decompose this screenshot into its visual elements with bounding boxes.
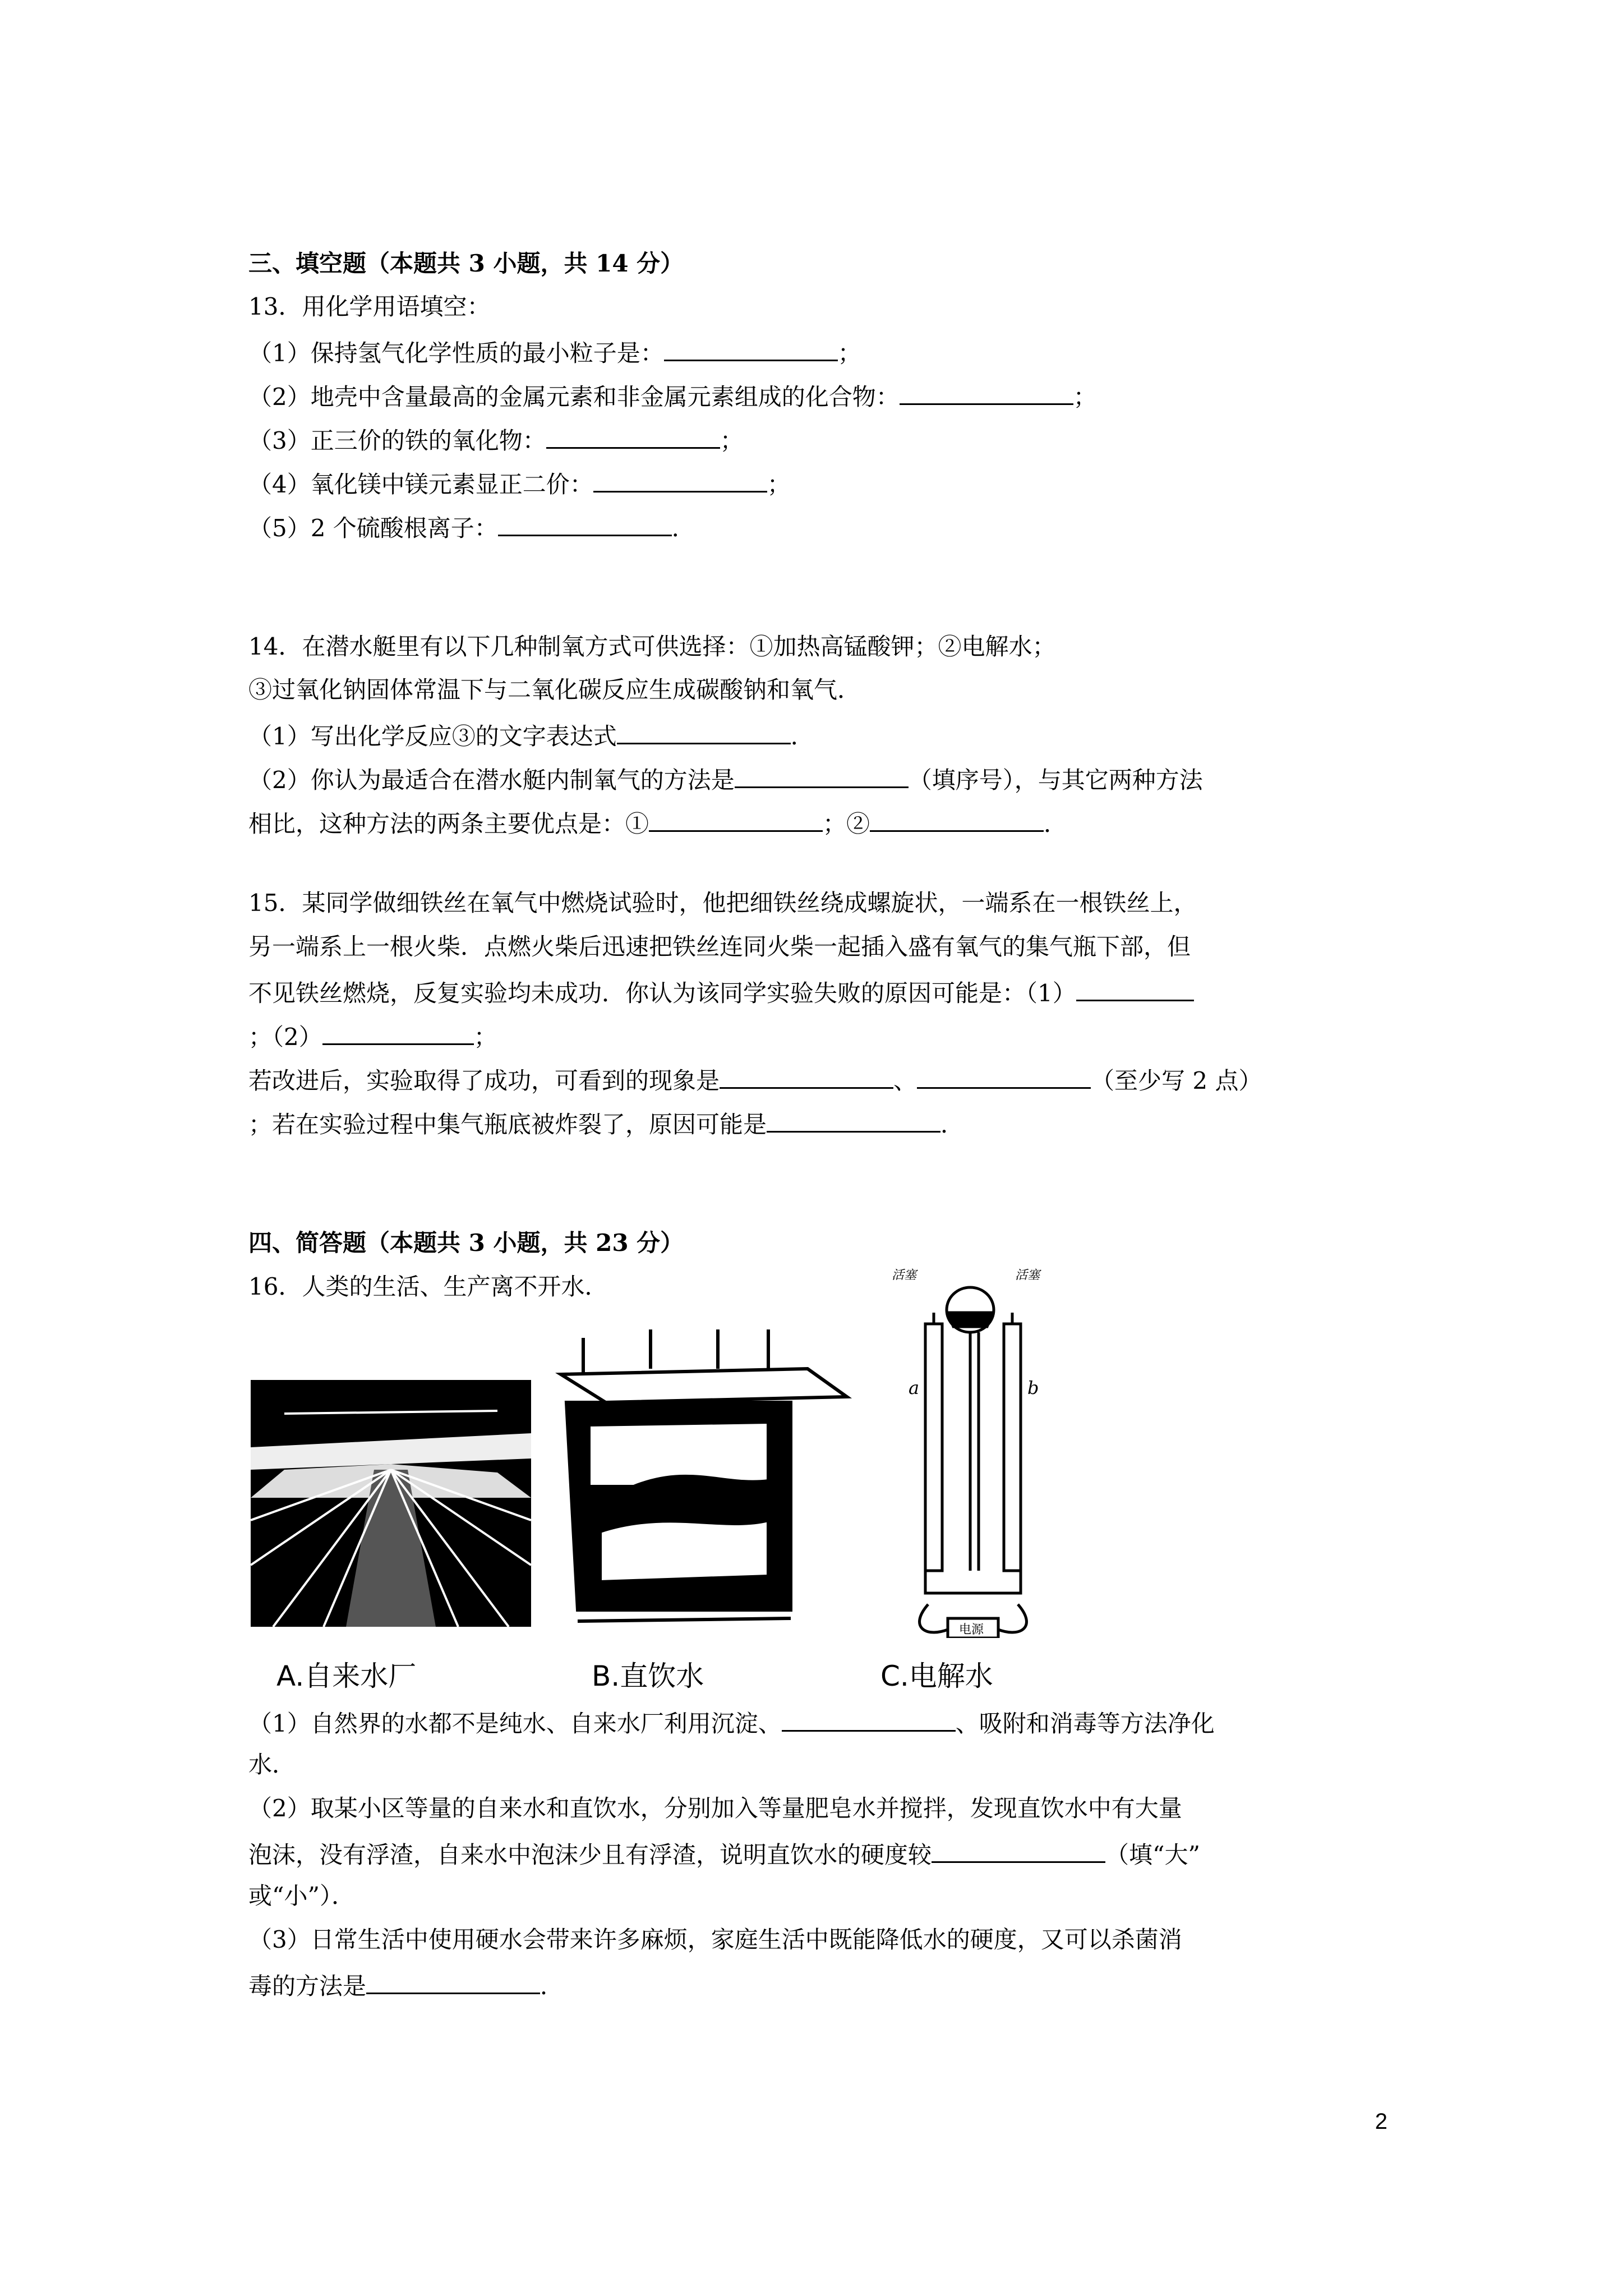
q15-line3-text: 不见铁丝燃烧，反复实验均未成功．你认为该同学实验失败的原因可能是：（1） bbox=[248, 979, 1076, 1007]
q15-line5 bbox=[248, 1061, 1262, 1098]
q13-part5-end: ． bbox=[671, 514, 695, 542]
answer-blank[interactable] bbox=[782, 1704, 956, 1732]
q13-part2-end: ； bbox=[1073, 383, 1097, 411]
answer-blank[interactable] bbox=[664, 334, 838, 361]
q15-line6-end: ． bbox=[940, 1111, 965, 1138]
q14-part2-cont-text: 相比，这种方法的两条主要优点是：① bbox=[248, 810, 649, 838]
q14-part1-end: ． bbox=[790, 723, 814, 750]
svg-text:活塞: 活塞 bbox=[1015, 1268, 1040, 1282]
q16-part2-end: 或“小”）． bbox=[248, 1882, 355, 1910]
answer-blank[interactable] bbox=[932, 1835, 1105, 1863]
q16-part3-end: ． bbox=[540, 1972, 564, 2000]
section3-heading: 三、填空题（本题共 3 小题，共 14 分） bbox=[248, 250, 684, 277]
q16-part1-cont: 水． bbox=[248, 1751, 296, 1778]
caption-c: C.电解水 bbox=[880, 1660, 993, 1692]
q14-part2-tail: （填序号），与其它两种方法 bbox=[908, 766, 1203, 794]
q15-line5-end: （至少写 2 点） bbox=[1091, 1067, 1262, 1094]
caption-a: A.自来水厂 bbox=[276, 1660, 417, 1692]
q13-part5-text: （5）2 个硫酸根离子： bbox=[248, 514, 498, 542]
answer-blank[interactable] bbox=[720, 1061, 893, 1089]
caption-b: B.直饮水 bbox=[592, 1660, 704, 1692]
q16-part1 bbox=[248, 1704, 1215, 1741]
q13-part4-end: ； bbox=[767, 471, 791, 498]
electrode-label-a: a bbox=[909, 1377, 920, 1398]
q13-part5 bbox=[248, 509, 695, 545]
q13-part3-text: （3）正三价的铁的氧化物： bbox=[248, 427, 546, 454]
answer-blank[interactable] bbox=[322, 1018, 474, 1045]
section4-heading: 四、简答题（本题共 3 小题，共 23 分） bbox=[248, 1229, 684, 1257]
q14-line1: 14．在潜水艇里有以下几种制氧方式可供选择：①加热高锰酸钾；②电解水； bbox=[248, 633, 1056, 660]
answer-blank[interactable] bbox=[498, 509, 672, 536]
figure-waterworks bbox=[251, 1380, 531, 1627]
q16-part3-text: 毒的方法是 bbox=[248, 1972, 367, 2000]
q14-part2-text: （2）你认为最适合在潜水艇内制氧气的方法是 bbox=[248, 766, 735, 794]
q16-part1-text: （1）自然界的水都不是纯水、自来水厂利用沉淀、 bbox=[248, 1710, 782, 1737]
answer-blank[interactable] bbox=[870, 804, 1044, 832]
figure-dispenser bbox=[555, 1318, 852, 1632]
q16-part2: （2）取某小区等量的自来水和直饮水，分别加入等量肥皂水并搅拌，发现直饮水中有大量 bbox=[248, 1795, 1182, 1822]
q15-line4-text: ；（2） bbox=[248, 1023, 322, 1051]
q16-part3-cont bbox=[248, 1967, 564, 2003]
q15-line5-sep: 、 bbox=[893, 1067, 917, 1094]
q14-part2-end: ． bbox=[1044, 810, 1068, 838]
q15-line4-end: ； bbox=[473, 1023, 497, 1051]
q13-part1 bbox=[248, 334, 861, 370]
q16-part1-tail: 、吸附和消毒等方法净化 bbox=[955, 1710, 1215, 1737]
answer-blank[interactable] bbox=[366, 1967, 540, 1994]
q16-part2-cont bbox=[248, 1835, 1200, 1872]
q14-part2-sep: ；② bbox=[823, 810, 870, 838]
q15-line3 bbox=[248, 974, 1194, 1010]
q14-line2: ③过氧化钠固体常温下与二氧化碳反应生成碳酸钠和氧气． bbox=[248, 676, 861, 703]
q15-line2: 另一端系上一根火柴．点燃火柴后迅速把铁丝连同火柴一起插入盛有氧气的集气瓶下部，但 bbox=[248, 933, 1191, 960]
q14-part2 bbox=[248, 761, 1203, 797]
answer-blank[interactable] bbox=[735, 761, 909, 788]
answer-blank[interactable] bbox=[767, 1105, 940, 1133]
answer-blank[interactable] bbox=[1076, 974, 1194, 1001]
q15-line1: 15．某同学做细铁丝在氧气中燃烧试验时，他把细铁丝绕成螺旋状，一端系在一根铁丝上， bbox=[248, 889, 1197, 917]
answer-blank[interactable] bbox=[900, 378, 1073, 405]
answer-blank[interactable] bbox=[649, 804, 823, 832]
q15-line6-text: ；若在实验过程中集气瓶底被炸裂了，原因可能是 bbox=[248, 1111, 767, 1138]
svg-text:活塞: 活塞 bbox=[892, 1268, 917, 1282]
q13-part1-end: ； bbox=[837, 339, 861, 367]
q16-part3: （3）日常生活中使用硬水会带来许多麻烦，家庭生活中既能降低水的硬度，又可以杀菌消 bbox=[248, 1926, 1182, 1953]
q15-line4 bbox=[248, 1018, 497, 1054]
q14-part1-text: （1）写出化学反应③的文字表达式 bbox=[248, 723, 617, 750]
answer-blank[interactable] bbox=[617, 717, 791, 744]
page-number: 2 bbox=[1375, 2109, 1387, 2134]
q16-part2-tail: （填“大” bbox=[1105, 1841, 1200, 1869]
q13-stem: 13．用化学用语填空： bbox=[248, 293, 491, 320]
q13-part2-text: （2）地壳中含量最高的金属元素和非金属元素组成的化合物： bbox=[248, 383, 900, 411]
q15-line6 bbox=[248, 1105, 964, 1142]
answer-blank[interactable] bbox=[546, 421, 720, 449]
answer-blank[interactable] bbox=[593, 465, 767, 493]
q16-part2-text: 泡沫，没有浮渣，自来水中泡沫少且有浮渣，说明直饮水的硬度较 bbox=[248, 1841, 932, 1869]
q13-part4-text: （4）氧化镁中镁元素显正二价： bbox=[248, 471, 593, 498]
q14-part1 bbox=[248, 717, 814, 753]
q13-part3 bbox=[248, 421, 744, 458]
power-label: 电源 bbox=[959, 1623, 984, 1637]
q13-part2 bbox=[248, 378, 1097, 414]
q16-stem: 16．人类的生活、生产离不开水． bbox=[248, 1273, 608, 1300]
figure-electrolysis bbox=[875, 1268, 1066, 1638]
q13-part1-text: （1）保持氢气化学性质的最小粒子是： bbox=[248, 339, 664, 367]
electrode-label-b: b bbox=[1027, 1377, 1039, 1398]
q14-part2-cont bbox=[248, 804, 1067, 841]
q15-line5-text: 若改进后，实验取得了成功，可看到的现象是 bbox=[248, 1067, 720, 1094]
answer-blank[interactable] bbox=[917, 1061, 1091, 1089]
q13-part4 bbox=[248, 465, 791, 501]
q13-part3-end: ； bbox=[720, 427, 744, 454]
